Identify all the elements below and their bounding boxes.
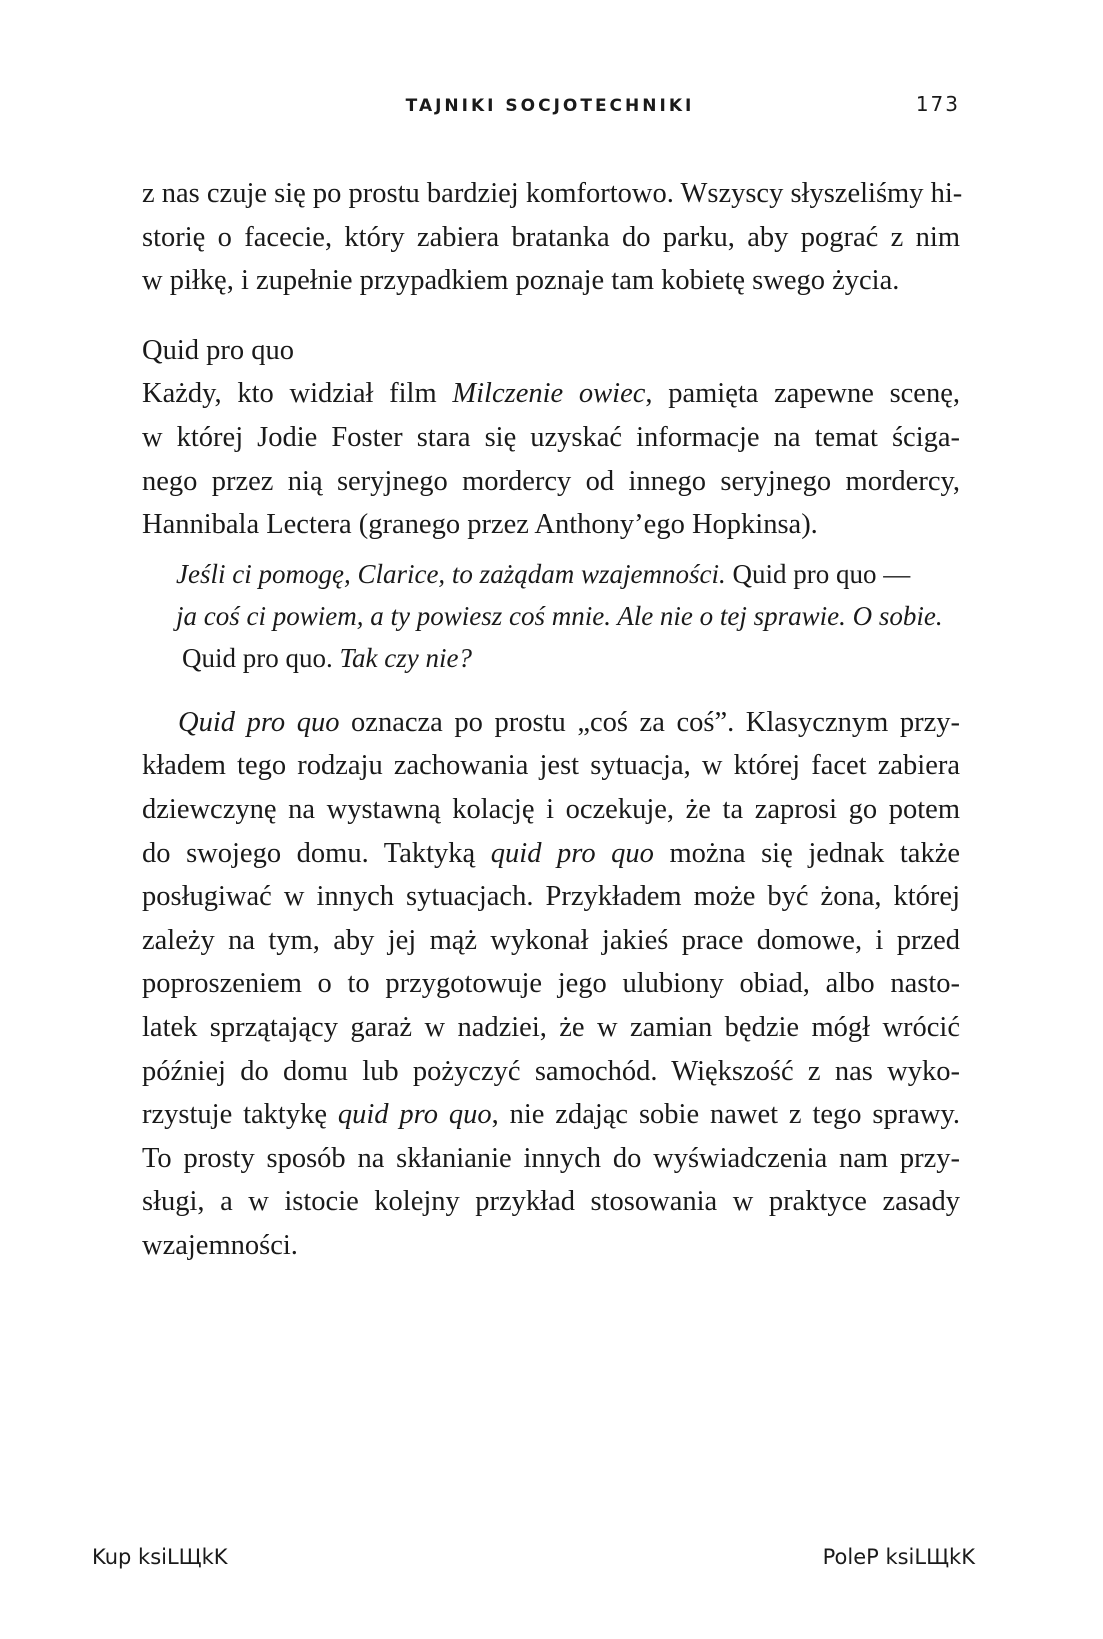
text-line: To prosty sposób na skłanianie innych do wyświadczenia nam przy- (142, 1142, 960, 1174)
body-text (142, 172, 963, 1267)
text-line: z nas czuje się po prostu bardziej komfortowo. Wszyscy słyszeliśmy hi- (142, 178, 963, 209)
quote-line: ja coś ci powiem, a ty powiesz coś mnie. Ale nie o tej sprawie. O sobie. (176, 600, 943, 631)
text-line: zależy na tym, aby jej mąż wykonał jakieś prace domowe, i przed (142, 924, 960, 956)
film-title: Milczenie owiec (452, 378, 646, 410)
paragraph-continued (142, 172, 963, 303)
text-line: dziewczynę na wystawną kolację i oczekuje, że ta zaprosi go potem (142, 793, 960, 825)
text-line: w której Jodie Foster stara się uzyskać informacje na temat ściga- (142, 421, 960, 453)
text-line: nego przez nią seryjnego mordercy od innego seryjnego mordercy, (142, 465, 960, 497)
text-line: rzystuje taktykę quid pro quo, nie zdając sobie nawet z tego sprawy. (142, 1099, 960, 1131)
text-line: później do domu lub pożyczyć samochód. Większość z nas wyko- (142, 1055, 960, 1087)
text-line: latek sprzątający garaż w nadziei, że w zamian będzie mógł wrócić (142, 1011, 960, 1043)
quote-line: Quid pro quo. Tak czy nie? (182, 642, 472, 673)
section-heading: Quid pro quo (142, 334, 294, 366)
text-line: w piłkę, i zupełnie przypadkiem poznaje tam kobietę swego życia. (142, 265, 900, 297)
running-head (140, 92, 960, 122)
running-title: TAJNIKI SOCJOTECHNIKI (405, 96, 695, 116)
block-quote (142, 553, 960, 679)
quote-line: Jeśli ci pomogę, Clarice, to zażądam wzajemności. Quid pro quo — (176, 558, 911, 589)
recommend-book-link[interactable]: PoleP ksiLЩkK (822, 1545, 975, 1569)
text-line: storię o facecie, który zabiera bratanka do parku, aby pograć z nim (142, 221, 960, 253)
text-line: posługiwać w innych sytuacjach. Przykładem może być żona, której (142, 881, 960, 913)
paragraph-intro (142, 372, 960, 546)
text-line: poproszeniem o to przygotowuje jego ulubiony obiad, albo nasto- (142, 968, 960, 1000)
buy-book-link[interactable]: Kup ksiLЩkK (92, 1545, 228, 1569)
text-line: do swojego domu. Taktyką quid pro quo można się jednak także (142, 837, 961, 869)
text-line: sługi, a w istocie kolejny przykład stosowania w praktyce zasady (142, 1186, 960, 1218)
text-line: kładem tego rodzaju zachowania jest sytuacja, w której facet zabiera (142, 750, 960, 782)
text-line: wzajemności. (142, 1229, 298, 1261)
text-line: Quid pro quo oznacza po prostu „coś za coś”. Klasycznym przy- (178, 706, 960, 738)
page-number: 173 (915, 92, 960, 116)
text-line: Każdy, kto widział film Milczenie owiec, pamięta zapewne scenę, (142, 378, 960, 410)
paragraph-main (142, 701, 960, 1268)
text-line: Hannibala Lectera (granego przez Anthony’ego Hopkinsa). (142, 509, 818, 541)
